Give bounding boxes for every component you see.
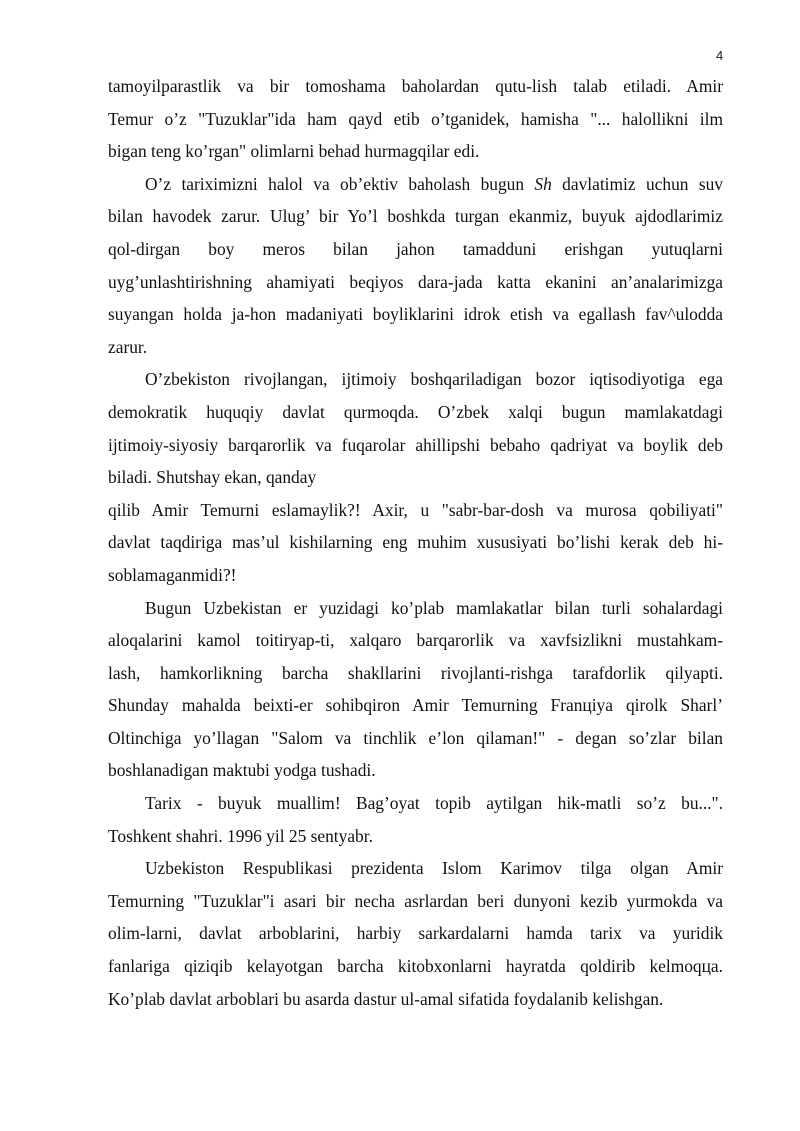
paragraph (108, 70, 723, 168)
text-line: Toshkent shahri. 1996 yil 25 sentyabr. (108, 825, 373, 846)
paragraph (108, 363, 723, 493)
text-line: Uzbekiston Respublikasi prezidenta Islom Karimov tilga olgan Amir (145, 858, 723, 879)
text-line: Ko’plab davlat arboblari bu asarda dastur ul-amal sifatida foydalanib kelishgan. (108, 988, 664, 1009)
italic-text: Sh (534, 173, 552, 194)
text-line: Temurning "Tuzuklar"i asari bir necha asrlardan beri dunyoni kezib yurmokda va (108, 890, 723, 911)
text-line: Tarix - buyuk muallim! Bag’oyat topib aytilgan hik-matli so’z bu...". (145, 793, 723, 814)
text-line: O’zbekiston rivojlangan, ijtimoiy boshqariladigan bozor iqtisodiyotiga ega (145, 369, 723, 390)
text-line: fanlariga qiziqib kelayotgan barcha kitobxonlarni hayratda qoldirib kelmoqцa. (108, 956, 723, 977)
text-line: uyg’unlashtirishning ahamiyati beqiyos dara-jada katta ekanini an’analarimizga (108, 271, 723, 292)
document-body (108, 70, 723, 1015)
text-line: biladi. Shutshay ekan, qanday (108, 467, 317, 488)
paragraph (108, 494, 723, 592)
page-number: 4 (716, 48, 724, 63)
text-line: Bugun Uzbekistan er yuzidagi ko’plab mamlakatlar bilan turli sohalardagi (145, 597, 723, 618)
paragraph (108, 592, 723, 788)
text-line: lash, hamkorlikning barcha shakllarini rivojlanti-rishga tarafdorlik qilyapti. (108, 662, 723, 683)
text-line: olim-larni, davlat arboblarini, harbiy sarkardalarni hamda tarix va yuridik (108, 923, 723, 944)
text-line: Shunday mahalda beixti-er sohibqiron Amir Temurning Franцiya qirolk Sharl’ (108, 695, 723, 716)
paragraph (108, 168, 723, 364)
text-line: boshlanadigan maktubi yodga tushadi. (108, 760, 376, 781)
text-line (108, 168, 723, 201)
text-line: bilan havodek zarur. Ulug’ bir Yo’l boshkda turgan ekanmiz, buyuk ajdodlarimiz (108, 206, 723, 227)
text-line: demokratik huquqiy davlat qurmoqda. O’zbek xalqi bugun mamlakatdagi (108, 401, 723, 422)
text-run: davlatimiz uchun suv (551, 173, 723, 194)
text-line: davlat taqdiriga mas’ul kishilarning eng muhim xususiyati bo’lishi kerak deb hi- (108, 532, 723, 553)
text-line: qilib Amir Temurni eslamaylik?! Axir, u "sabr-bar-dosh va murosa qobiliyati" (108, 499, 723, 520)
text-line: aloqalarini kamol toitiryap-ti, xalqaro barqarorlik va xavfsizlikni mustahkam- (108, 630, 723, 651)
paragraph (108, 787, 723, 852)
text-line: Oltinchiga yo’llagan "Salom va tinchlik e’lon qilaman!" - degan so’zlar bilan (108, 727, 723, 748)
text-line: bigan teng ko’rgan" olimlarni behad hurmagqilar edi. (108, 141, 480, 162)
text-line: zarur. (108, 336, 148, 357)
text-run: O’z tariximizni halol va ob’ektiv baholash bugun (145, 173, 535, 194)
text-line: soblamaganmidi?! (108, 564, 237, 585)
text-line: Temur o’z "Tuzuklar"ida ham qayd etib o’tganidek, hamisha "... halollikni ilm (108, 108, 723, 129)
text-line: ijtimoiy-siyosiy barqarorlik va fuqarolar ahillipshi bebaho qadriyat va boylik deb (108, 434, 723, 455)
text-line: tamoyilparastlik va bir tomoshama baholardan qutu-lish talab etiladi. Amir (108, 76, 723, 96)
paragraph (108, 852, 723, 1015)
text-line: qol-dirgan boy meros bilan jahon tamadduni erishgan yutuqlarni (108, 238, 723, 259)
text-line: suyangan holda ja-hon madaniyati boyliklarini idrok etish va egallash fav^ulodda (108, 304, 723, 325)
